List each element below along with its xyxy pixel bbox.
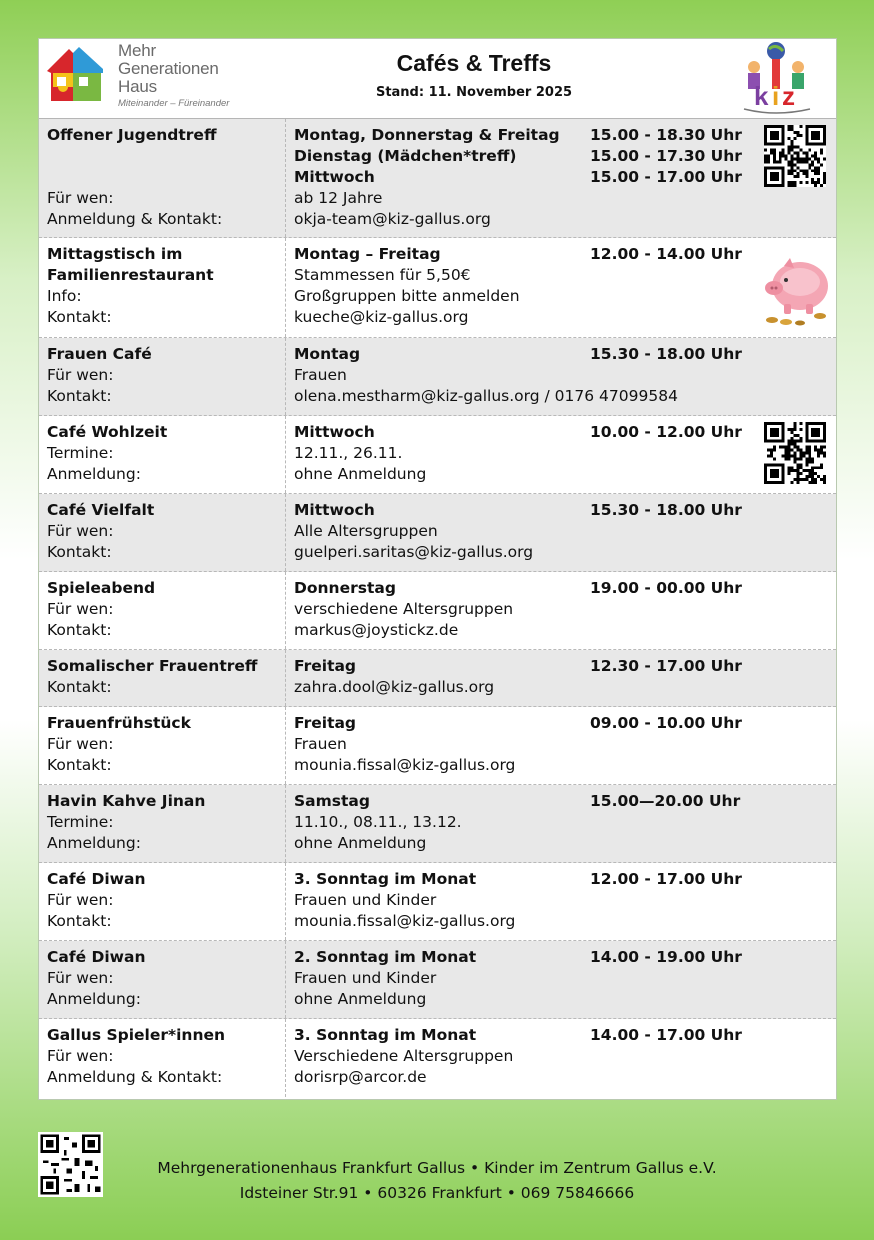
schedule-row [39, 238, 836, 338]
field-label: Für wen: [47, 735, 114, 753]
detail-text: 12.11., 26.11. [294, 444, 403, 462]
row-details [294, 578, 513, 641]
footer-line-1: Mehrgenerationenhaus Frankfurt Gallus • Kinder im Zentrum Gallus e.V. [157, 1159, 717, 1177]
offer-name: Café Wohlzeit [47, 423, 168, 441]
row-labels [47, 656, 257, 698]
detail-text: ab 12 Jahre [294, 189, 383, 207]
column-divider [285, 572, 286, 649]
time-text: 19.00 - 00.00 Uhr [590, 579, 742, 597]
schedule-row [39, 707, 836, 785]
detail-text: Stammessen für 5,50€ [294, 266, 471, 284]
qr-code-icon [764, 422, 826, 484]
logo-wordmark [118, 42, 229, 109]
field-label [47, 146, 222, 167]
offer-name: Café Diwan [47, 948, 146, 966]
column-divider [285, 650, 286, 706]
field-label: Termine: [47, 813, 114, 831]
row-labels [47, 422, 167, 485]
day-label: Mittwoch [294, 501, 375, 519]
logo-line-2: Generationen [118, 59, 219, 78]
qr-code-icon [764, 125, 826, 187]
row-details [294, 422, 426, 485]
row-labels [47, 344, 152, 407]
column-divider [285, 707, 286, 784]
detail-text: Großgruppen bitte anmelden [294, 287, 520, 305]
offer-name: Café Vielfalt [47, 501, 155, 519]
schedule-row [39, 494, 836, 572]
offer-name: Somalischer Frauentreff [47, 657, 258, 675]
mehrgenerationenhaus-logo-icon [43, 43, 109, 107]
contact-text: dorisrp@arcor.de [294, 1068, 427, 1086]
field-label: Für wen: [47, 189, 114, 207]
header [39, 39, 836, 119]
detail-text: Frauen und Kinder [294, 969, 437, 987]
column-divider [285, 119, 286, 237]
contact-text: mounia.fissal@kiz-gallus.org [294, 912, 516, 930]
detail-text: Frauen [294, 735, 347, 753]
row-details [294, 500, 533, 563]
day-label: Montag [294, 345, 361, 363]
column-divider [285, 494, 286, 571]
detail-text: Alle Altersgruppen [294, 522, 438, 540]
time-range [590, 713, 742, 734]
day-label: Freitag [294, 657, 357, 675]
flyer-sheet [38, 38, 837, 1100]
field-label: Für wen: [47, 891, 114, 909]
row-labels [47, 125, 222, 230]
column-divider [285, 338, 286, 415]
day-label: Montag – Freitag [294, 245, 441, 263]
contact-text: guelperi.saritas@kiz-gallus.org [294, 543, 534, 561]
row-details [294, 947, 476, 1010]
time-range [590, 1025, 742, 1046]
field-label: Anmeldung & Kontakt: [47, 1068, 223, 1086]
time-range [590, 947, 742, 968]
time-text: 14.00 - 17.00 Uhr [590, 1026, 742, 1044]
row-labels [47, 500, 154, 563]
column-divider [285, 863, 286, 940]
offer-name: Havin Kahve Jinan [47, 792, 206, 810]
contact-text: okja-team@kiz-gallus.org [294, 210, 491, 228]
field-label: Für wen: [47, 366, 114, 384]
day-label: Montag, Donnerstag & Freitag [294, 126, 560, 144]
offer-name: Offener Jugendtreff [47, 126, 217, 144]
time-range [590, 500, 742, 521]
field-label: Kontakt: [47, 387, 112, 405]
field-label: Anmeldung: [47, 834, 141, 852]
logo-line-3: Haus [118, 77, 157, 96]
row-labels [47, 869, 145, 932]
day-label: 3. Sonntag im Monat [294, 1026, 477, 1044]
time-text: 15.00 - 17.30 Uhr [590, 147, 742, 165]
field-label: Anmeldung: [47, 465, 141, 483]
column-divider [285, 1019, 286, 1097]
svg-text:k: k [754, 81, 769, 111]
column-divider [285, 238, 286, 337]
day-label: 3. Sonntag im Monat [294, 870, 477, 888]
day-label: Mittwoch [294, 168, 375, 186]
time-range [590, 125, 742, 188]
contact-text: markus@joystickz.de [294, 621, 459, 639]
row-details [294, 244, 520, 328]
field-label: Kontakt: [47, 756, 112, 774]
field-label: Kontakt: [47, 308, 112, 326]
row-labels [47, 578, 155, 641]
logo-tagline: Miteinander – Füreinander [118, 98, 230, 109]
field-label: Für wen: [47, 600, 114, 618]
time-text: 15.30 - 18.00 Uhr [590, 345, 742, 363]
contact-text: kueche@kiz-gallus.org [294, 308, 469, 326]
field-label: Für wen: [47, 522, 114, 540]
offer-name: Café Diwan [47, 870, 146, 888]
row-labels [47, 713, 191, 776]
field-label: Für wen: [47, 1047, 114, 1065]
detail-text: verschiedene Altersgruppen [294, 600, 514, 618]
time-range [590, 656, 742, 677]
field-label [47, 167, 222, 188]
row-details [294, 125, 560, 230]
piggy-bank-icon [760, 244, 832, 326]
time-range [590, 578, 742, 599]
schedule-row [39, 338, 836, 416]
offer-name: Mittagstisch im [47, 245, 183, 263]
field-label: Kontakt: [47, 621, 112, 639]
schedule-row [39, 650, 836, 707]
schedule-row [39, 863, 836, 941]
day-label: Freitag [294, 714, 357, 732]
offer-name: Frauen Café [47, 345, 152, 363]
schedule-row [39, 785, 836, 863]
time-text: 15.00 - 18.30 Uhr [590, 126, 742, 144]
detail-text: Verschiedene Altersgruppen [294, 1047, 514, 1065]
field-label: Termine: [47, 444, 114, 462]
row-details [294, 869, 515, 932]
time-text: 10.00 - 12.00 Uhr [590, 423, 742, 441]
field-label: Info: [47, 287, 82, 305]
row-details [294, 1025, 513, 1088]
page-subtitle: Stand: 11. November 2025 [375, 85, 573, 100]
field-label: Für wen: [47, 969, 114, 987]
schedule-row [39, 1019, 836, 1097]
time-text: 12.00 - 14.00 Uhr [590, 245, 742, 263]
offer-name: Frauenfrühstück [47, 714, 191, 732]
schedule-table [39, 119, 836, 1097]
field-label: Kontakt: [47, 543, 112, 561]
row-labels [47, 1025, 225, 1088]
field-label: Anmeldung & Kontakt: [47, 210, 223, 228]
footer-line-2: Idsteiner Str.91 • 60326 Frankfurt • 069 75846666 [239, 1184, 635, 1202]
offer-name: Gallus Spieler*innen [47, 1026, 226, 1044]
time-text: 12.00 - 17.00 Uhr [590, 870, 742, 888]
time-text: 12.30 - 17.00 Uhr [590, 657, 742, 675]
time-text: 15.00—20.00 Uhr [590, 792, 741, 810]
column-divider [285, 941, 286, 1018]
day-label: 2. Sonntag im Monat [294, 948, 477, 966]
row-details [294, 656, 494, 698]
detail-text: Frauen und Kinder [294, 891, 437, 909]
detail-text: 11.10., 08.11., 13.12. [294, 813, 462, 831]
offer-name: Spieleabend [47, 579, 156, 597]
kiz-gallus-logo-icon [724, 39, 824, 117]
schedule-row [39, 572, 836, 650]
time-range [590, 422, 742, 443]
time-text: 09.00 - 10.00 Uhr [590, 714, 742, 732]
field-label: Anmeldung: [47, 990, 141, 1008]
row-labels [47, 791, 205, 854]
column-divider [285, 416, 286, 493]
time-text: 14.00 - 19.00 Uhr [590, 948, 742, 966]
time-range [590, 869, 742, 890]
day-label: Samstag [294, 792, 370, 810]
logo-line-1: Mehr [118, 41, 156, 60]
contact-text: olena.mestharm@kiz-gallus.org / 0176 47099584 [294, 387, 678, 405]
field-label: Kontakt: [47, 678, 112, 696]
footer [0, 1156, 874, 1206]
detail-text: ohne Anmeldung [294, 465, 427, 483]
schedule-row [39, 941, 836, 1019]
time-text: 15.00 - 17.00 Uhr [590, 168, 742, 186]
detail-text: Frauen [294, 366, 347, 384]
contact-text: zahra.dool@kiz-gallus.org [294, 678, 495, 696]
row-details [294, 713, 515, 776]
svg-text:z: z [782, 81, 795, 111]
time-text: 15.30 - 18.00 Uhr [590, 501, 742, 519]
day-label: Donnerstag [294, 579, 396, 597]
detail-text: ohne Anmeldung [294, 834, 427, 852]
contact-text: mounia.fissal@kiz-gallus.org [294, 756, 516, 774]
page-title: Cafés & Treffs [396, 50, 552, 76]
time-range [590, 791, 740, 812]
row-labels [47, 947, 145, 1010]
field-label: Kontakt: [47, 912, 112, 930]
column-divider [285, 785, 286, 862]
svg-text:i: i [772, 81, 780, 111]
row-details [294, 791, 462, 854]
day-label: Dienstag (Mädchen*treff) [294, 147, 517, 165]
time-range [590, 244, 742, 265]
day-label: Mittwoch [294, 423, 375, 441]
schedule-row [39, 416, 836, 494]
field-label: Familienrestaurant [47, 266, 214, 284]
detail-text: ohne Anmeldung [294, 990, 427, 1008]
schedule-row [39, 119, 836, 238]
time-range [590, 344, 742, 365]
row-labels [47, 244, 214, 328]
